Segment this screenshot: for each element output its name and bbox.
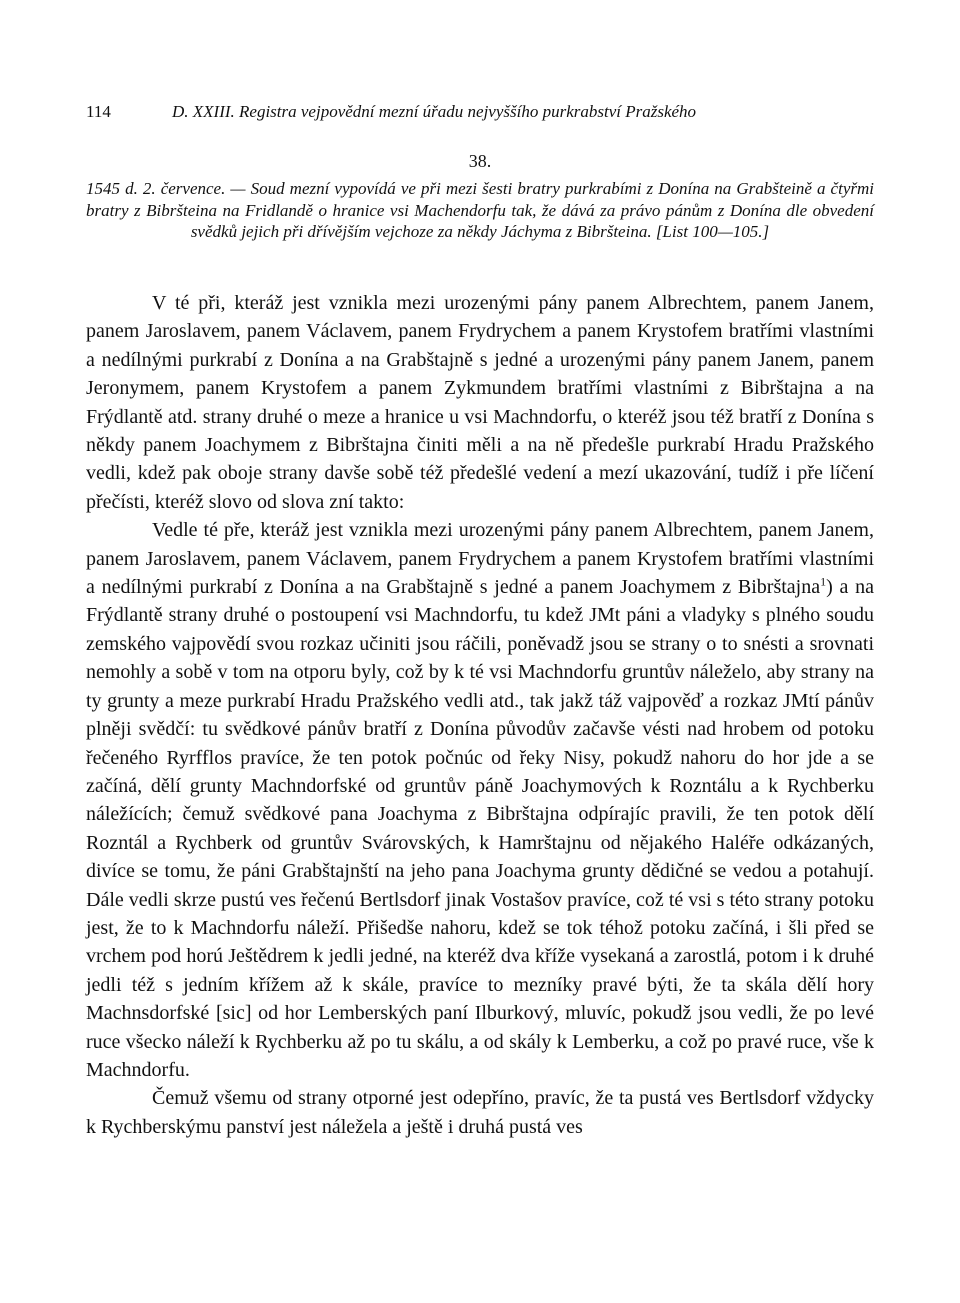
- paragraph-2: [86, 516, 874, 1084]
- paragraph-2-rest: ) a na Frýdlantě strany druhé o postoupení vsi Machndorfu, tu kdež JMt páni a vladyky s plného soudu zemského vajpovědí svou rozkaz učiniti jsou ráčili, poněvadž jsou se strany o to snésti a srovnati nemohly a sobě v tom na otporu byly, což by k té vsi Machndorfu gruntův náleželo, aby strany na ty grunty a meze purkrabí Hradu Pražského vedli atd., tak jakž táž vajpověď a rozkaz JMtí pánův plněji svědčí: tu svědkové pánův bratří z Donína původův začavše vésti nad hrobem od potoku řečeného Ryrfflos pravíce, že ten potok počnúc od řeky Nisy, pokudž nahoru do hor jde a se začíná, dělí grunty Machndorfské od gruntův páně Joachymových k Rozntálu a k Rychberku náležících; čemuž svědkové pana Joachyma z Bibrštajna odpírajíc pravili, že ten potok dělí Rozntál a Rychberk od gruntův Svárovských, k Hamrštajnu od nějakého Haléře odkázaných, divíce se tomu, že páni Grabštajnští na jeho pana Joachyma grunty dědičné se vedou a potahují. Dále vedli skrze pustú ves řečenú Bertlsdorf jinak Vostašov pravíce, což té vsi s této strany potoku jest, že to k Machndorfu náleží. Přišedše nahoru, kdež se tok téhož potoku začíná, i šli před se vrchem pod horú Ještědrem k jedli jedné, na kteréž dva kříže vysekaná a zarostlá, potom i k druhé jedli též s jedním křížem až k skále, pravíce to mezníky pravé býti, že ta skála dělí hory Machnsdorfské [sic] od hor Lemberských paní Ilburkový, mluvíc, pokudž jsou vedli, že po levé ruce všecko náleží k Rychberku až po tu skálu, a od skály k Lemberku, a což po pravé ruce, vše k Machndorfu.: [86, 576, 874, 1081]
- running-title: D. XXIII. Registra vejpovědní mezní úřadu nejvyššího purkrabství Pražského: [172, 102, 697, 121]
- footnote-ref: 1: [820, 574, 827, 589]
- page-number: 114: [86, 102, 111, 121]
- paragraph-2-start: Vedle té pře, kteráž jest vznikla mezi urozenými pány panem Albrechtem, panem Janem, panem Jaroslavem, panem Václavem, panem Frydrychem a panem Krystofem bratřími vlastními a nedílnými purkrabí z Donína a na Grabštajně s jedné a panem Joachymem z Bibrštajna: [86, 519, 874, 599]
- paragraph-3: Čemuž všemu od strany otporné jest odepříno, pravíc, že ta pustá ves Bertlsdorf vždycky k Rychberskýmu panství jest náležela a ještě i druhá pustá ves: [86, 1087, 874, 1138]
- running-head: [86, 101, 874, 123]
- document-body: [86, 289, 874, 1141]
- document-number: 38.: [468, 151, 492, 171]
- paragraph-1: V té při, kteráž jest vznikla mezi urozenými pány panem Albrechtem, panem Janem, panem Jaroslavem, panem Václavem, panem Frydrychem a panem Krystofem bratřími vlastními a nedílnými purkrabí z Donína a na Grabštajně s jedné a urozenými pány panem Janem, panem Jeronymem, panem Krystofem a panem Zykmundem bratřími vlastními z Bibrštajna a na Frýdlantě atd. strany druhé o meze a hranice u vsi Machndorfu, o kteréž jsou též bratří z Donína s někdy panem Joachymem z Bibrštajna činiti měli a na ně předešle purkrabí Hradu Pražského vedli, kdež pak oboje strany davše sobě též předešlé vedení a mezí ukazování, tudíž i pře líčení přečísti, kteréž slovo od slova zní takto:: [86, 292, 874, 513]
- document-regest: 1545 d. 2. července. — Soud mezní vypovídá ve při mezi šesti bratry purkrabími z Donína na Grabšteině a čtyřmi bratry z Bibršteina na Fridlandě o hranice vsi Machendorfu tak, že dává za právo pánům z Donína dle obvedení svědků jejich při dřívějším vejchoze za někdy Jáchyma z Bibršteina. [List 100—105.]: [86, 179, 874, 241]
